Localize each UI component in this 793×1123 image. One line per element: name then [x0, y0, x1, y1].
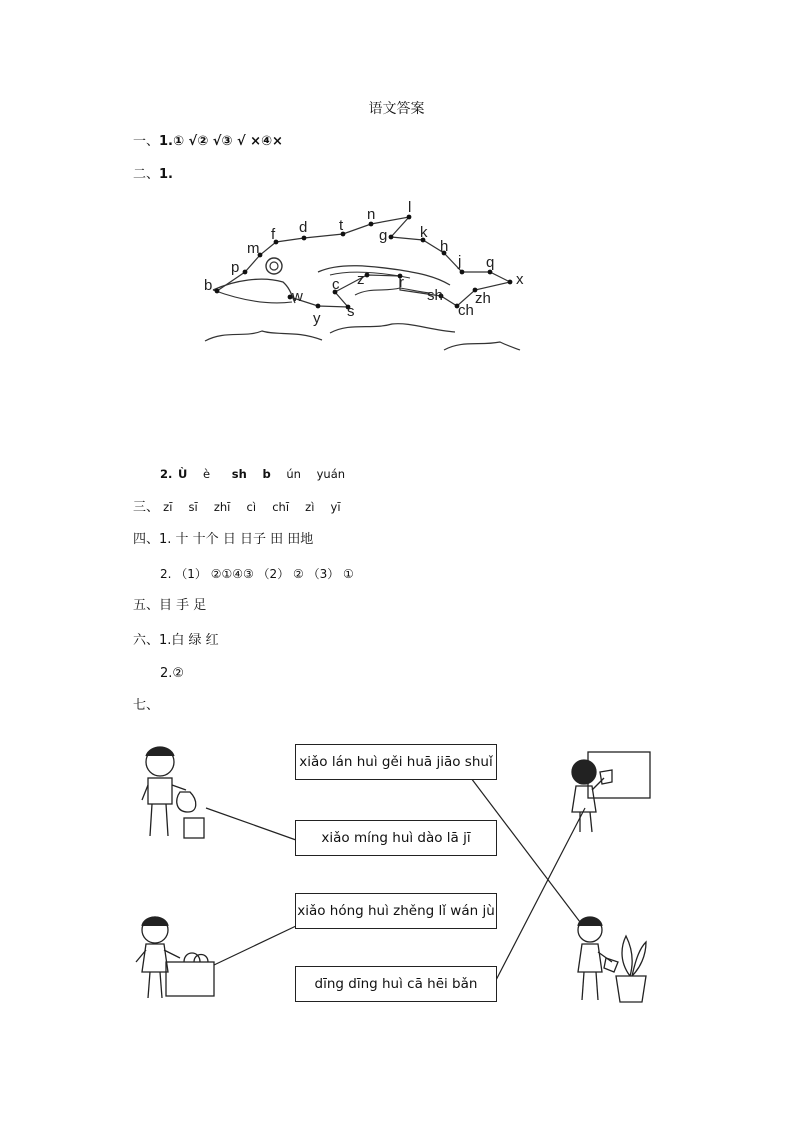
q6-part1: 1.白 绿 红 — [159, 633, 219, 648]
dot-label: c — [332, 276, 340, 293]
dot-label: g — [379, 227, 388, 244]
girl-cleaning-blackboard-figure — [572, 752, 650, 832]
dot-label: m — [247, 240, 260, 257]
girl-watering-plant-figure — [578, 917, 646, 1002]
dot-label: ch — [458, 302, 474, 319]
dot-label: w — [292, 288, 303, 305]
dot-label: p — [231, 259, 240, 276]
pinyin-item: b — [262, 467, 271, 481]
dot-label: b — [204, 277, 213, 294]
q2-part1: 1. — [159, 167, 173, 182]
q4-label: 四、 — [133, 532, 160, 547]
q1-text: 1.① √② √③ √ ×④× — [159, 134, 283, 149]
q2-label: 二、 — [133, 167, 160, 182]
dot-label: s — [347, 303, 355, 320]
dot-label: d — [299, 219, 308, 236]
dot-label: k — [420, 224, 428, 241]
answer-box-2: xiǎo míng huì dào lā jī — [295, 820, 497, 856]
pinyin-item: yī — [330, 500, 341, 514]
q6-row2: 2.② — [160, 666, 185, 681]
dot-label: q — [486, 254, 495, 271]
q3-label: 三、 — [133, 500, 160, 515]
dot-label: t — [339, 217, 344, 234]
pinyin-item: sī — [188, 500, 198, 514]
pinyin-item: chī — [272, 500, 290, 514]
pinyin-item: cì — [246, 500, 257, 514]
pinyin-item: zì — [305, 500, 315, 514]
pinyin-item: ún — [286, 467, 301, 481]
answer-box-1: xiǎo lán huì gěi huā jiāo shuǐ — [295, 744, 497, 780]
q1-label: 一、 — [133, 134, 160, 149]
dot-label: z — [357, 271, 365, 288]
dot-label: sh — [427, 287, 443, 304]
q5-text: 目 手 足 — [159, 598, 207, 613]
answer-box-4: dīng dīng huì cā hēi bǎn — [295, 966, 497, 1002]
dot-label: l — [408, 199, 412, 216]
page-title: 语文答案 — [368, 101, 425, 117]
dot-label: r — [399, 274, 404, 291]
pinyin-item: zhī — [213, 500, 231, 514]
answer-box-3: xiǎo hóng huì zhěng lǐ wán jù — [295, 893, 497, 929]
pinyin-item: sh — [231, 467, 247, 481]
dot-label: y — [313, 310, 321, 327]
pinyin-item: Ù — [178, 467, 188, 481]
girl-with-toybox-figure — [136, 917, 214, 998]
pinyin-item: zī — [163, 500, 173, 514]
dot-label: x — [516, 271, 524, 288]
dot-label: j — [458, 253, 462, 270]
dot-label: f — [271, 226, 276, 243]
q4-row2: 2. （1） ②①④③ （2） ② （3） ① — [160, 567, 354, 581]
boy-with-trash-figure — [142, 747, 204, 838]
q7-label: 七、 — [133, 698, 160, 713]
q5-label: 五、 — [133, 598, 160, 613]
pinyin-item: è — [203, 467, 211, 481]
dot-label: h — [440, 238, 449, 255]
dot-label: n — [367, 206, 376, 223]
q2-part2-num: 2. — [160, 467, 173, 481]
q6-label: 六、 — [133, 633, 160, 648]
q4-part1: 1. 十 十个 日 日子 田 田地 — [159, 532, 314, 547]
pinyin-item: yuán — [316, 467, 346, 481]
dot-label: zh — [475, 290, 491, 307]
